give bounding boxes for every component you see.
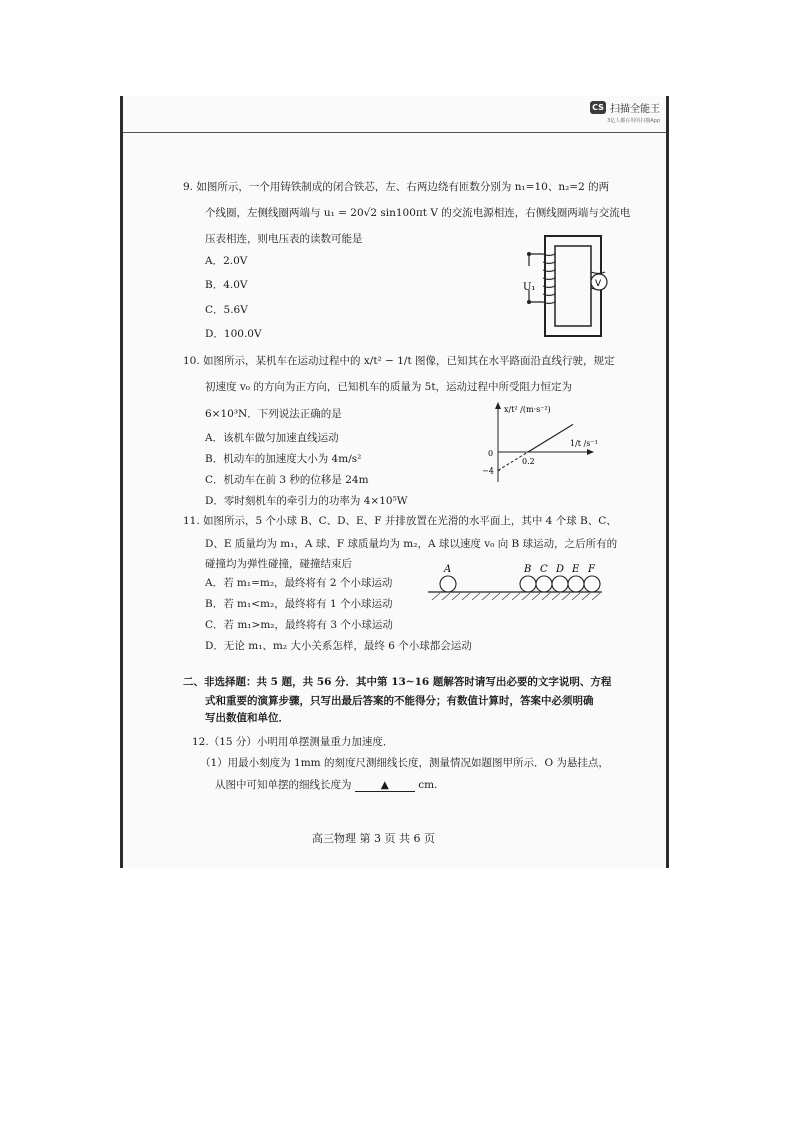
- scanner-logo: [590, 100, 660, 124]
- q12-title: 12.（15 分）小明用单摆测量重力加速度．: [192, 736, 394, 748]
- q10-option-b: B．机动车的加速度大小为 4m/s²: [205, 453, 362, 465]
- ball-d: [552, 576, 568, 592]
- section2-line-3: 写出数值和单位．: [205, 712, 289, 724]
- q9-option-c: C．5.6V: [205, 304, 248, 316]
- q10-line-2: 初速度 v₀ 的方向为正方向，已知机车的质量为 5t，运动过程中所受阻力恒定为: [205, 381, 573, 393]
- page-footer: 高三物理 第 3 页 共 6 页: [312, 832, 435, 845]
- q12-part1-line-1: （1）用最小刻度为 1mm 的刻度尺测细线长度，测量情况如题图甲所示．O 为悬挂点，: [200, 757, 609, 769]
- q9-option-a: A．2.0V: [205, 255, 248, 267]
- ball-b-label: B: [524, 564, 532, 575]
- ball-e: [568, 576, 584, 592]
- cs-logo-icon: CS: [590, 101, 606, 114]
- q11-line-2: D、E 质量均为 m₁，A 球、F 球质量均为 m₂，A 球以速度 v₀ 向 B 球运动，之后所有的: [205, 538, 618, 550]
- ball-f-label: F: [588, 564, 595, 575]
- q11-option-a: A．若 m₁=m₂，最终将有 2 个小球运动: [205, 577, 393, 589]
- balls-diagram: [428, 562, 604, 604]
- chart-y-tick: −4: [482, 466, 494, 476]
- section2-line-1: 二、非选择题：共 5 题，共 56 分．其中第 13~16 题解答时请写出必要的文字说明、方程: [183, 676, 612, 688]
- q10-graph: [478, 400, 602, 490]
- voltmeter-label: V: [595, 279, 602, 289]
- q10-option-c: C．机动车在前 3 秒的位移是 24m: [205, 474, 369, 486]
- chart-origin: 0: [488, 449, 494, 458]
- app-tagline: 3亿人都在用的扫描App: [607, 118, 660, 124]
- q9-option-b: B．4.0V: [205, 279, 248, 291]
- q11-option-b: B．若 m₁<m₂，最终将有 1 个小球运动: [205, 598, 393, 610]
- graph-line: [528, 424, 573, 452]
- answer-blank: ▲: [355, 780, 415, 792]
- q12-part1-line-2: [215, 778, 437, 792]
- ball-a-label: A: [444, 564, 452, 575]
- q9-line-1: 9. 如图所示，一个用铸铁制成的闭合铁芯，左、右两边绕有匝数分别为 n₁=10、n₂=2 的两: [183, 181, 610, 193]
- q11-option-d: D．无论 m₁、m₂ 大小关系怎样，最终 6 个小球都会运动: [205, 640, 472, 652]
- app-name: 扫描全能王: [610, 104, 660, 115]
- transformer-diagram: [515, 232, 615, 340]
- q11-option-c: C．若 m₁>m₂，最终将有 3 个小球运动: [205, 619, 393, 631]
- q9-line-3: 压表相连，则电压表的读数可能是: [205, 233, 363, 245]
- chart-ylabel: x/t² /(m·s⁻²): [504, 405, 551, 414]
- q10-option-d: D．零时刻机车的牵引力的功率为 4×10⁵W: [205, 495, 408, 507]
- q9-option-d: D．100.0V: [205, 328, 262, 340]
- chart-x-tick: 0.2: [522, 457, 535, 466]
- q11-line-1: 11. 如图所示，5 个小球 B、C、D、E、F 并排放置在光滑的水平面上，其中 4 个球 B、C、: [183, 515, 617, 527]
- ball-a: [440, 576, 456, 592]
- chart-xlabel: 1/t /s⁻¹: [570, 439, 598, 448]
- q9-line-2: 个线圈，左侧线圈两端与 u₁ = 20√2 sin100πt V 的交流电源相连，右侧线圈两端与交流电: [205, 207, 631, 219]
- ball-c-label: C: [540, 564, 548, 575]
- u1-label: U₁: [523, 282, 536, 293]
- q10-line-1: 10. 如图所示，某机车在运动过程中的 x/t² − 1/t 图像，已知其在水平路面沿直线行驶，规定: [183, 355, 615, 367]
- section2-line-2: 式和重要的演算步骤，只写出最后答案的不能得分；有数值计算时，答案中必须明确: [205, 695, 594, 707]
- ball-f: [584, 576, 600, 592]
- q12-part1-prefix: 从图中可知单摆的细线长度为: [215, 779, 352, 791]
- ball-b: [520, 576, 536, 592]
- q11-line-3: 碰撞均为弹性碰撞，碰撞结束后: [205, 558, 352, 570]
- header-divider: [123, 132, 666, 133]
- x-axis-arrow-icon: [587, 449, 594, 455]
- ball-d-label: D: [556, 564, 565, 575]
- ball-c: [536, 576, 552, 592]
- ball-e-label: E: [572, 564, 580, 575]
- q10-option-a: A．该机车做匀加速直线运动: [205, 432, 339, 444]
- y-axis-arrow-icon: [495, 402, 501, 409]
- q12-part1-unit: cm.: [418, 779, 438, 791]
- q10-line-3: 6×10³N．下列说法正确的是: [205, 408, 342, 420]
